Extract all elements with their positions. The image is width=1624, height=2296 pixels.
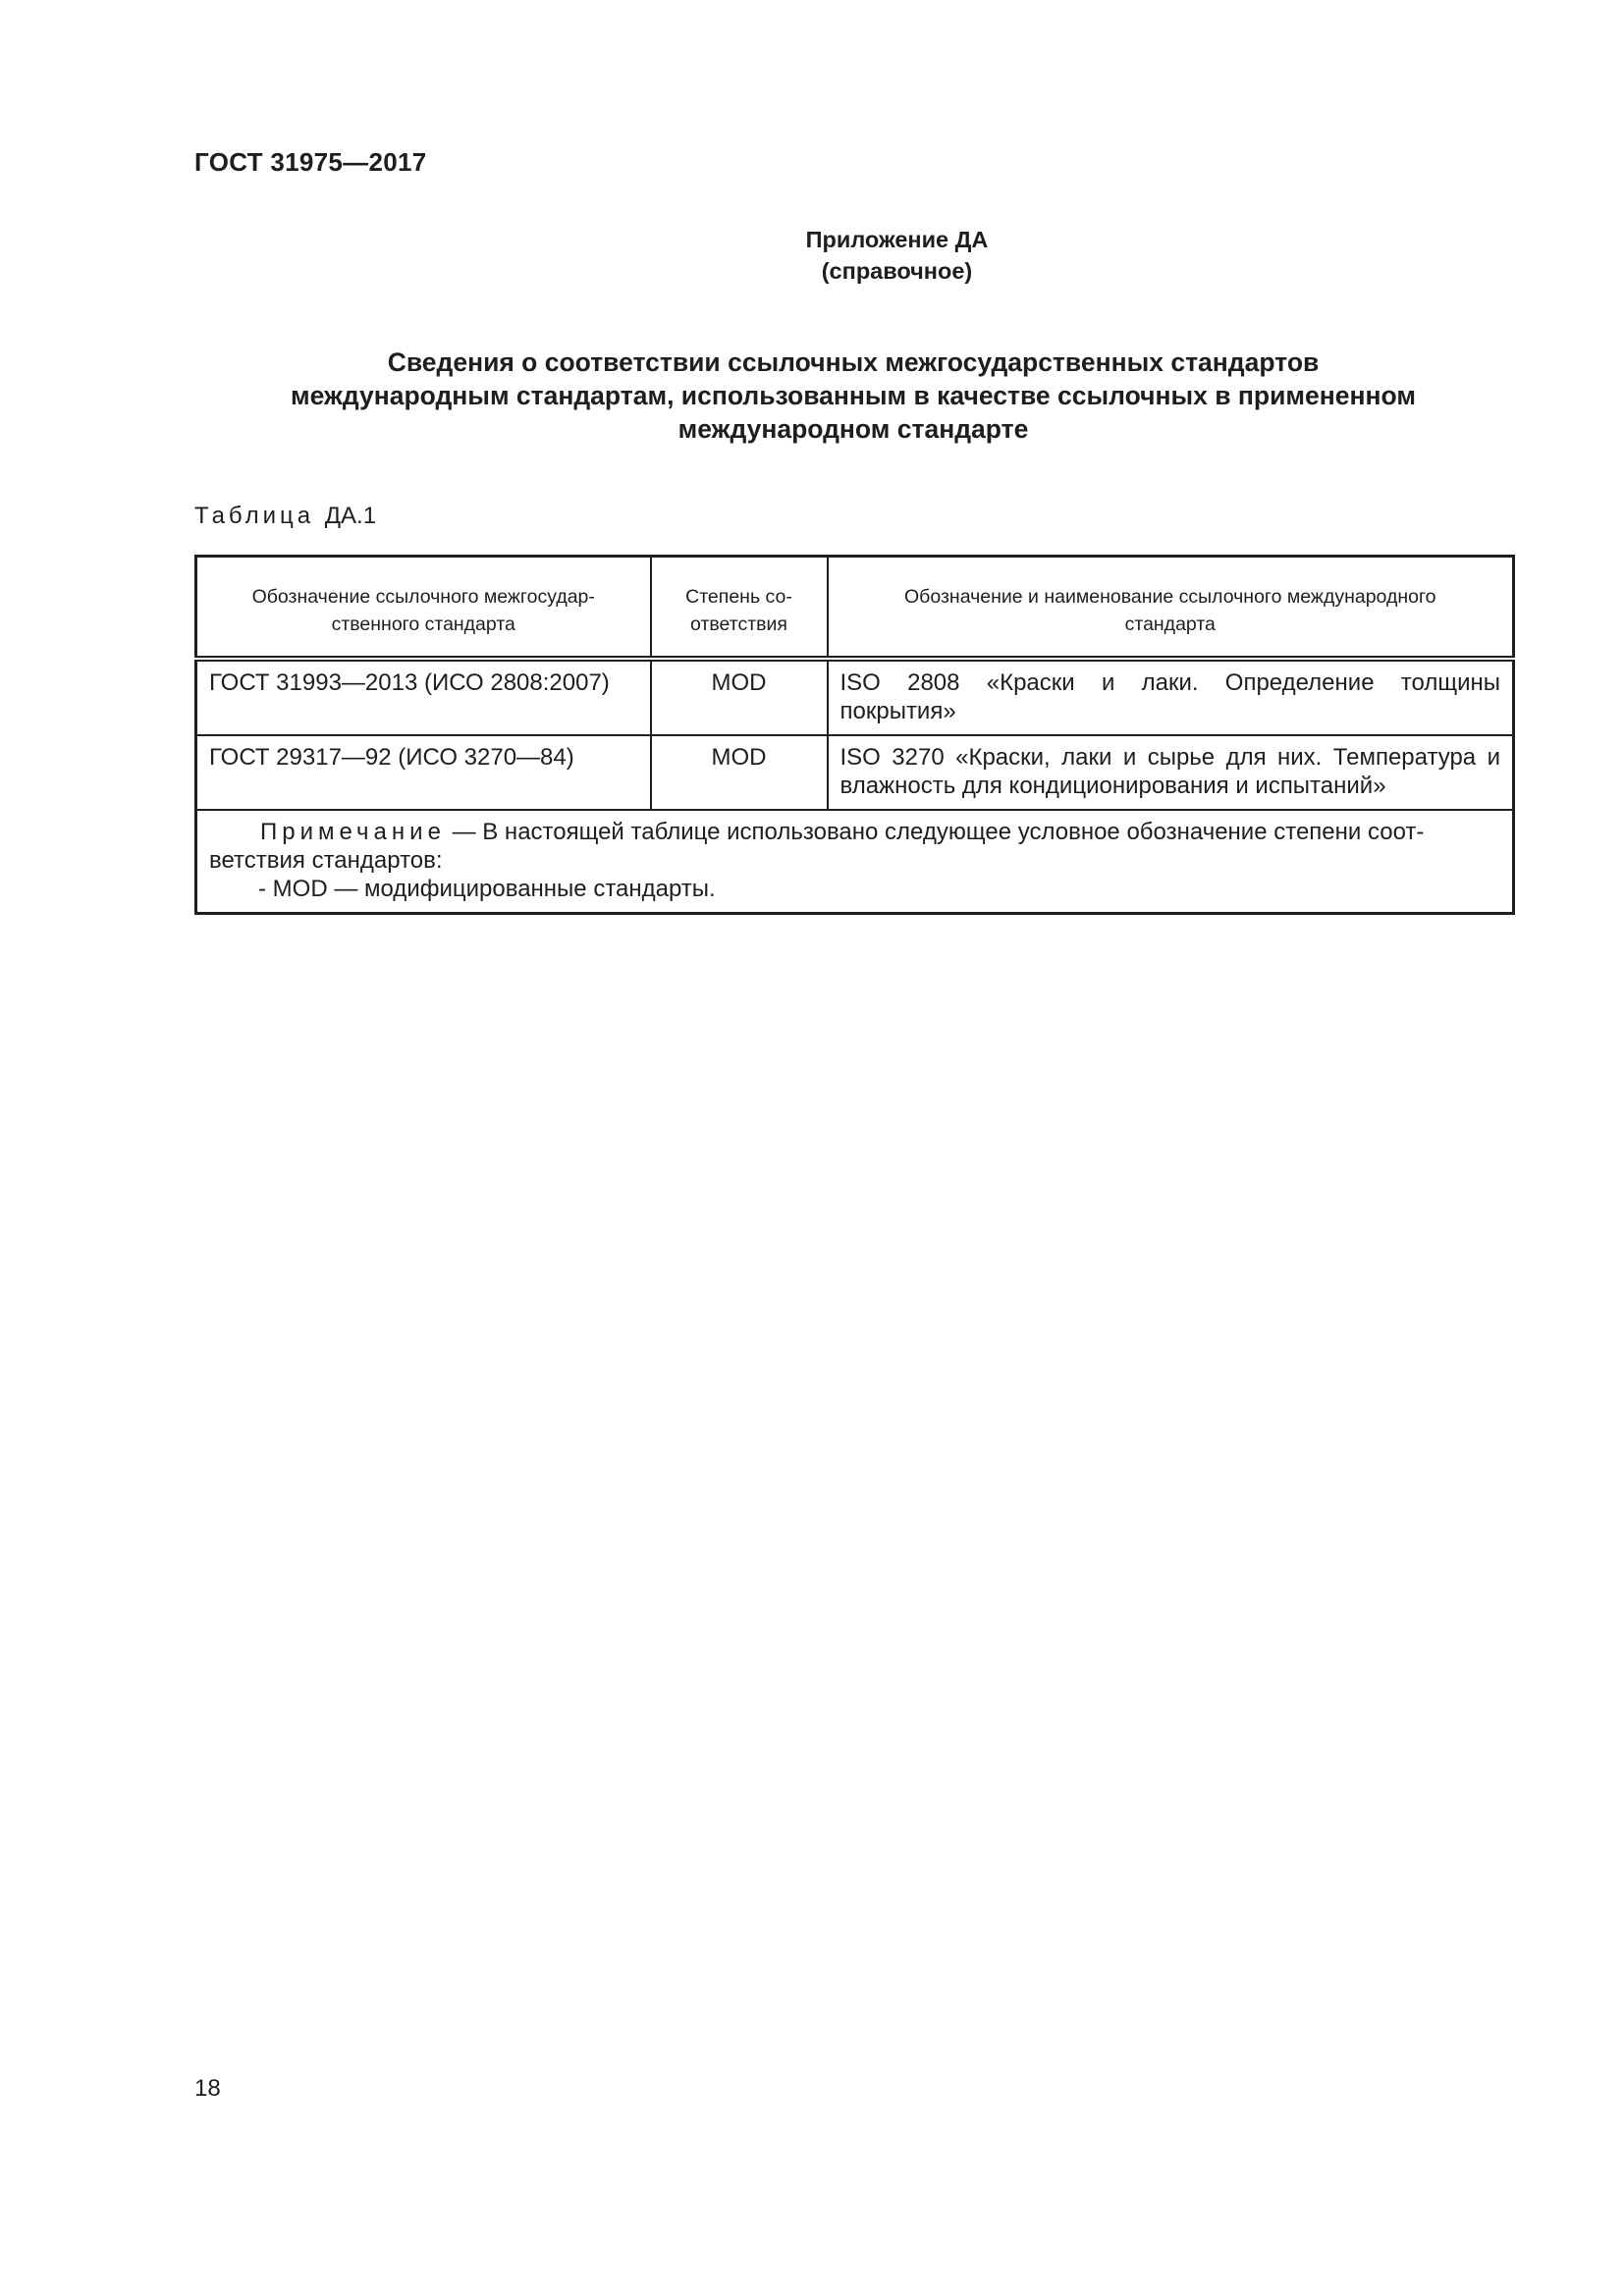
note-text-part2: ветствия стандартов: [209,847,443,874]
annex-status: (справочное) [821,258,973,284]
note-first-line [209,818,1500,846]
section-title-line-2: международным стандартам, использованным в качестве ссылочных в примененном [291,381,1416,410]
annex-heading [0,224,1624,287]
header-col1-line2: ственного стандарта [331,614,515,635]
table-header-row [196,557,1514,660]
header-col3-line1: Обозначение и наименование ссылочного международного [904,586,1436,608]
correspondence-table [194,555,1515,915]
cell-degree: MOD [651,735,828,810]
document-code: ГОСТ 31975—2017 [194,147,427,177]
header-col3-line2: стандарта [1124,614,1216,635]
table-caption-number: ДА.1 [324,503,377,529]
annex-title: Приложение ДА [805,227,989,252]
note-item: - MOD — модифицированные стандарты. [258,876,716,902]
section-title-line-1: Сведения о соответствии ссылочных межгосударственных стандартов [387,347,1320,377]
header-national-standard [196,557,651,660]
header-col2-line2: ответствия [690,614,787,635]
section-title [194,346,1512,446]
page-number: 18 [194,2075,221,2102]
table-row [196,659,1514,735]
table-note-row [196,810,1514,914]
cell-degree: MOD [651,659,828,735]
section-title-line-3: международном стандарте [677,414,1029,444]
header-international-standard [828,557,1514,660]
cell-international-standard: ISO 2808 «Краски и лаки. Определение толщины покрытия» [828,659,1514,735]
cell-international-standard: ISO 3270 «Краски, лаки и сырье для них. Температура и влажность для кондиционирования и испытаний» [828,735,1514,810]
header-col2-line1: Степень со- [685,586,792,608]
table-row [196,735,1514,810]
cell-national-standard: ГОСТ 29317—92 (ИСО 3270—84) [196,735,651,810]
note-text-part1: — В настоящей таблице использовано следующее условное обозначение степени соот- [445,819,1425,845]
header-col1-line1: Обозначение ссылочного межгосудар- [251,586,595,608]
header-degree [651,557,828,660]
note-label: Примечание [260,819,446,845]
table-note [196,810,1514,914]
cell-national-standard: ГОСТ 31993—2013 (ИСО 2808:2007) [196,659,651,735]
table-caption-word: Таблица [194,503,315,529]
table-caption [194,503,376,530]
